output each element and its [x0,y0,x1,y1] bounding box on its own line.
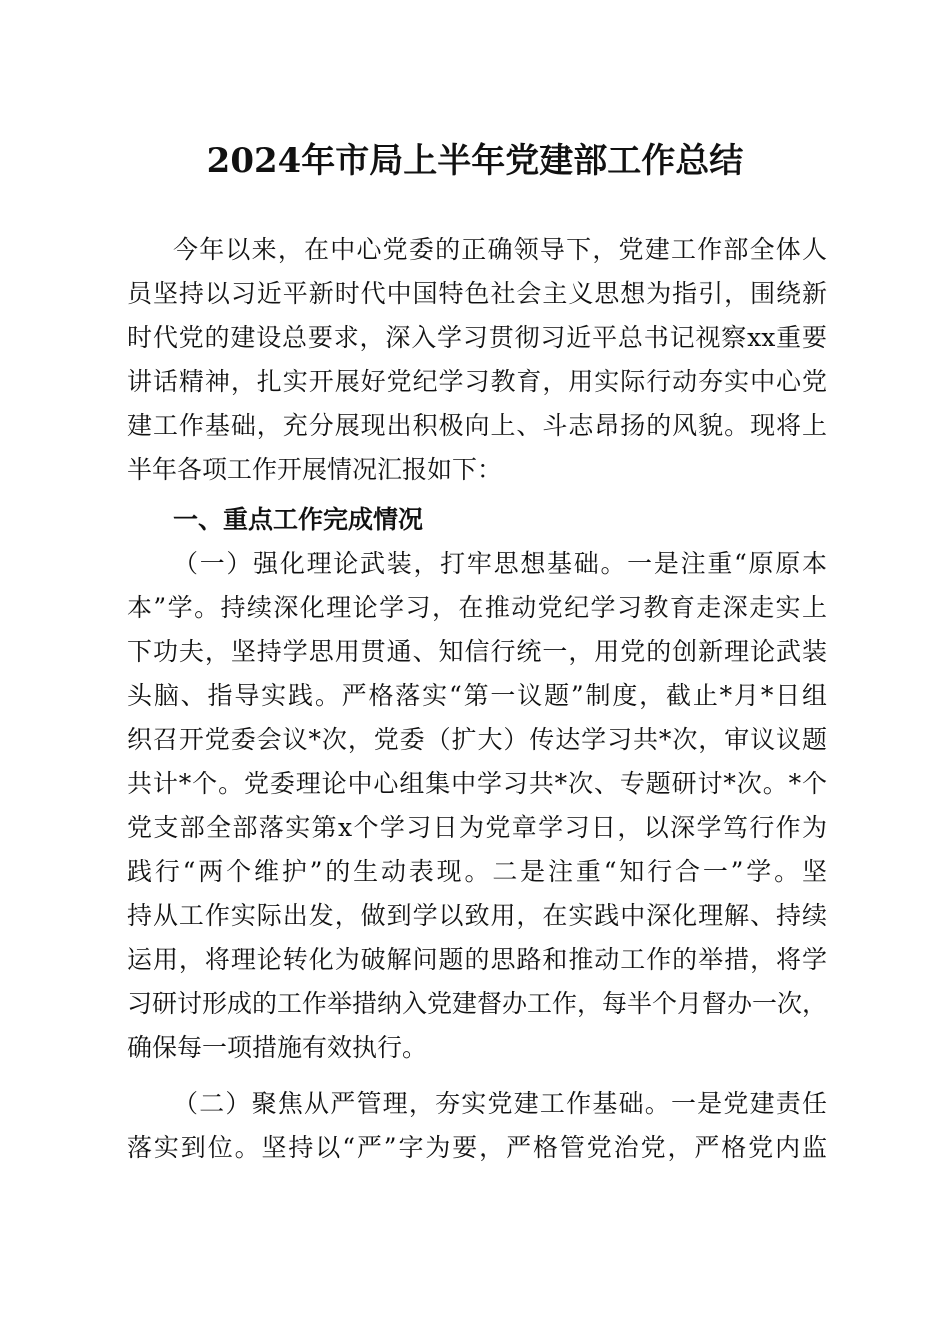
paragraph-line: 今年以来，在中心党委的正确领导下，党建工作部全体人 [173,235,827,264]
paragraph-line: 运用，将理论转化为破解问题的思路和推动工作的举措，将学 [127,945,827,974]
paragraph-line: 持从工作实际出发，做到学以致用，在实践中深化理解、持续 [127,901,827,930]
paragraph-line: 落实到位。坚持以“严”字为要，严格管党治党，严格党内监 [127,1133,827,1162]
paragraph-line: 共计*个。党委理论中心组集中学习共*次、专题研讨*次。*个 [127,769,827,798]
paragraph-line: 党支部全部落实第x个学习日为党章学习日，以深学笃行作为 [127,813,827,842]
paragraph-line: 半年各项工作开展情况汇报如下： [127,455,503,484]
paragraph-line: 下功夫，坚持学思用贯通、知信行统一，用党的创新理论武装 [127,637,827,666]
paragraph-line: 确保每一项措施有效执行。 [127,1033,428,1062]
paragraph-line: 员坚持以习近平新时代中国特色社会主义思想为指引，围绕新 [127,279,827,308]
paragraph-line: （一）强化理论武装，打牢思想基础。一是注重“原原本 [173,549,827,578]
paragraph-line: 头脑、指导实践。严格落实“第一议题”制度，截止*月*日组 [127,681,827,710]
paragraph-line: 时代党的建设总要求，深入学习贯彻习近平总书记视察xx重要 [127,323,827,352]
paragraph-line: 讲话精神，扎实开展好党纪学习教育，用实际行动夯实中心党 [127,367,827,396]
paragraph-line: 本”学。持续深化理论学习，在推动党纪学习教育走深走实上 [127,593,827,622]
paragraph-line: 习研讨形成的工作举措纳入党建督办工作，每半个月督办一次， [127,989,828,1018]
paragraph-line: 织召开党委会议*次，党委（扩大）传达学习共*次，审议议题 [127,725,827,754]
document-title: 2024年市局上半年党建部工作总结 [206,141,744,181]
paragraph-line: 践行“两个维护”的生动表现。二是注重“知行合一”学。坚 [127,857,827,886]
section-heading: 一、重点工作完成情况 [173,505,424,534]
paragraph-line: （二）聚焦从严管理，夯实党建工作基础。一是党建责任 [173,1089,827,1118]
paragraph-line: 建工作基础，充分展现出积极向上、斗志昂扬的风貌。现将上 [127,411,827,440]
